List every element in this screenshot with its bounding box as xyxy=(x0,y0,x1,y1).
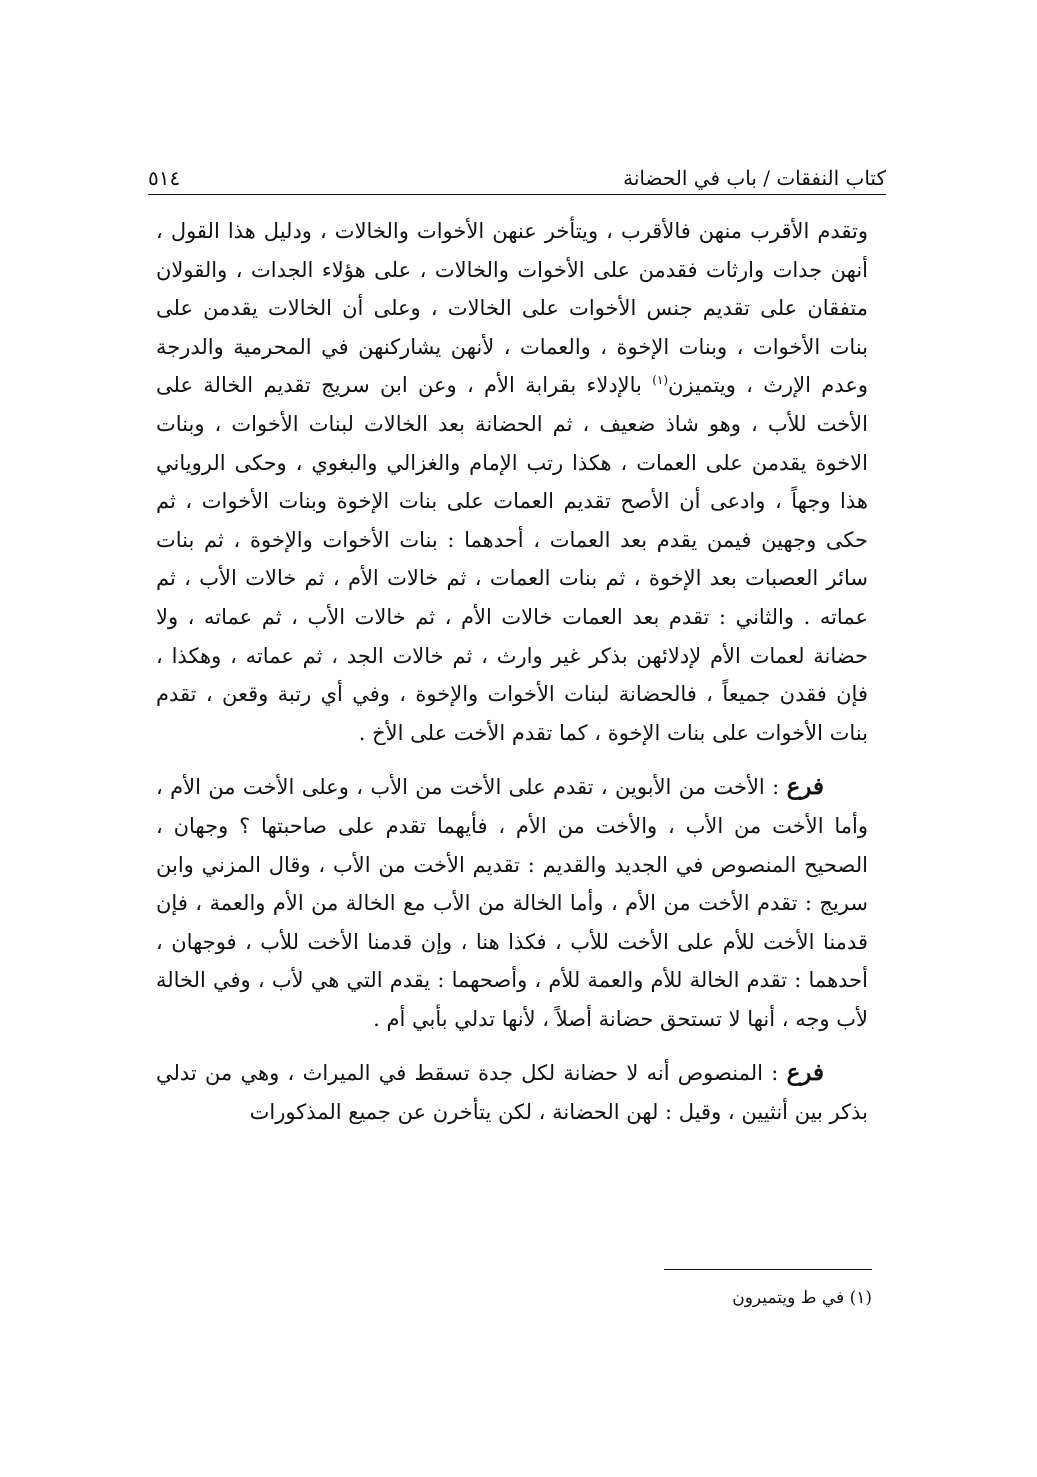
footnote-rule xyxy=(664,1269,872,1270)
footnote-text: في ط ويتميرون xyxy=(732,1288,850,1308)
branch-label: فرع xyxy=(786,773,824,801)
paragraph-3-text: : المنصوص أنه لا حضانة لكل جدة تسقط في الميراث ، وهي من تدلي بذكر بين أنثيين ، وقيل : لهن الحضانة ، لكن يتأخرن عن جميع المذكورات xyxy=(156,1061,868,1125)
main-text xyxy=(156,212,868,1132)
paragraph-2-text: : الأخت من الأبوين ، تقدم على الأخت من الأب ، وعلى الأخت من الأم ، وأما الأخت من الأب ، والأخت من الأم ، فأيهما تقدم على صاحبتها ؟ وجهان ، الصحيح المنصوص في الجديد والقديم : تقديم الأخت من الأب ، وقال المزني وابن سريج : تقدم الأخت من الأم ، وأما الخالة من الأب مع الخالة من الأم والعمة ، فإن قدمنا الأخت للأم على الأخت للأب ، فكذا هنا ، وإن قدمنا الأخت للأب ، فوجهان ، أحدهما : تقدم الخالة للأم والعمة للأم ، وأصحهما : يقدم التي هي لأب ، وفي الخالة لأب وجه ، أنها لا تستحق حضانة أصلاً ، لأنها تدلي بأبي أم . xyxy=(156,775,868,1031)
paragraph-1-text-a: وتقدم الأقرب منهن فالأقرب ، ويتأخر عنهن الأخوات والخالات ، ودليل هذا القول ، أنهن جدات وارثات فقدمن على الأخوات والخالات ، على هؤلاء الجدات ، والقولان متفقان على تقديم جنس الأخوات على الخالات ، وعلى أن الخالات يقدمن على بنات الأخوات ، وبنات الإخوة ، والعمات ، لأنهن يشاركنهن في المحرمية والدرجة وعدم الإرث ، ويتميزن xyxy=(156,219,868,398)
page-number: ٥١٤ xyxy=(148,166,181,190)
running-title: كتاب النفقات / باب في الحضانة xyxy=(623,166,886,190)
footnote-reference: (١) xyxy=(652,373,669,388)
branch-label: فرع xyxy=(786,1059,824,1087)
header-rule xyxy=(148,194,886,195)
footnote xyxy=(500,1285,872,1311)
page-header xyxy=(148,150,886,190)
paragraph-1 xyxy=(156,212,868,752)
footnote-marker: (١) xyxy=(849,1288,872,1308)
paragraph-1-text-b: بالإدلاء بقرابة الأم ، وعن ابن سريج تقديم الخالة على الأخت للأب ، وهو شاذ ضعيف ، ثم الحضانة بعد الخالات لبنات الأخوات ، وبنات الاخوة يقدمن على العمات ، هكذا رتب الإمام والغزالي والبغوي ، وحكى الروياني هذا وجهاً ، وادعى أن الأصح تقديم العمات على بنات الإخوة وبنات الأخوات ، ثم حكى وجهين فيمن يقدم بعد العمات ، أحدهما : بنات الأخوات والإخوة ، ثم بنات سائر العصبات بعد الإخوة ، ثم بنات العمات ، ثم خالات الأم ، ثم خالات الأب ، ثم عماته . والثاني : تقدم بعد العمات خالات الأم ، ثم خالات الأب ، ثم عماته ، ولا حضانة لعمات الأم لإدلائهن بذكر غير وارث ، ثم خالات الجد ، ثم عماته ، وهكذا ، فإن فقدن جميعاً ، فالحضانة لبنات الأخوات والإخوة ، وفي أي رتبة وقعن ، تقدم بنات الأخوات على بنات الإخوة ، كما تقدم الأخت على الأخ . xyxy=(156,373,868,745)
paragraph-3 xyxy=(156,1054,868,1131)
paragraph-2 xyxy=(156,768,868,1038)
